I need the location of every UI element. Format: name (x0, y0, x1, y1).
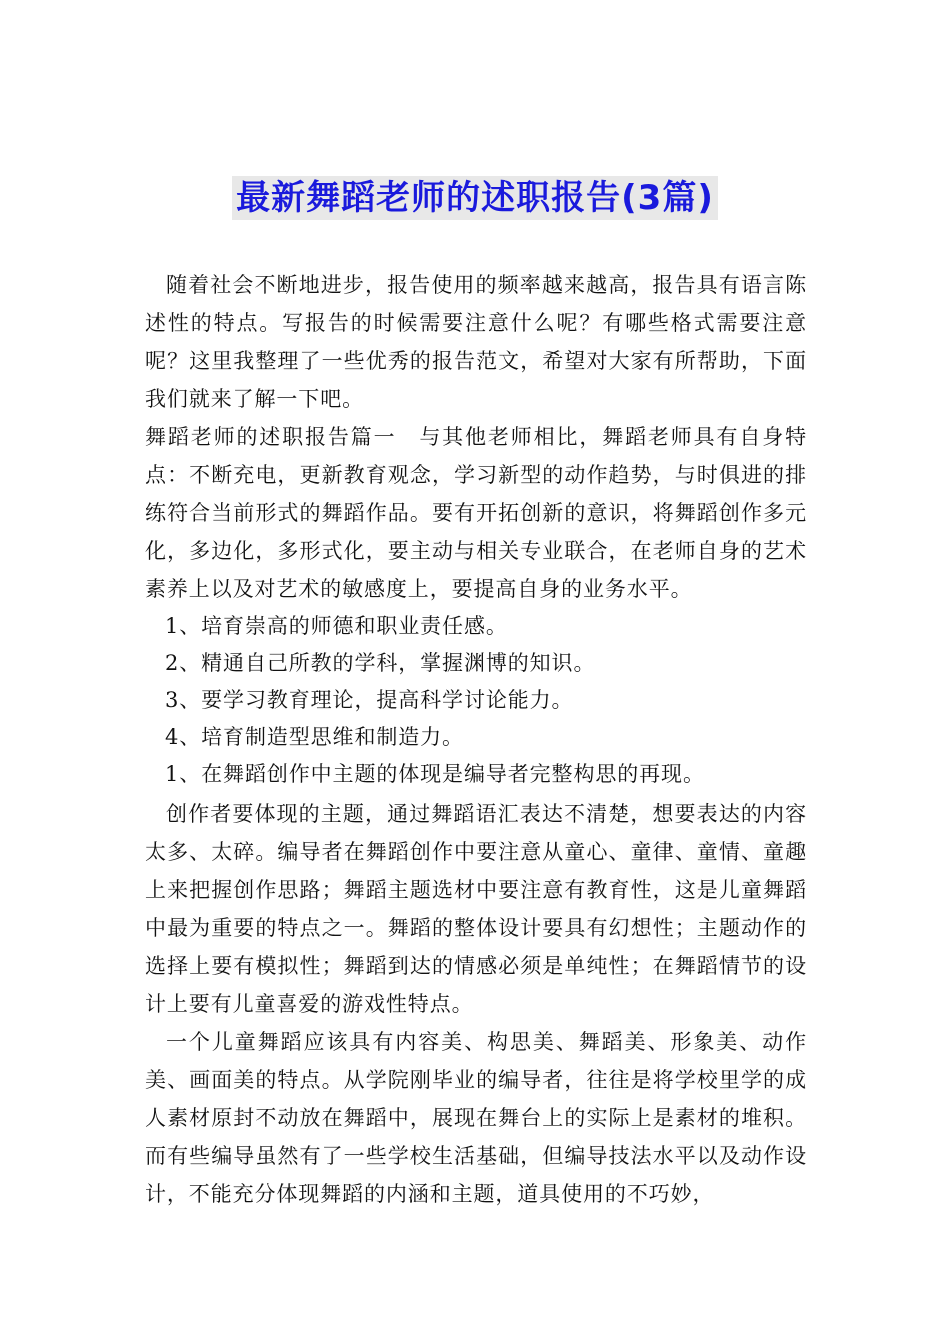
document-title: 最新舞蹈老师的述职报告(3篇) (232, 176, 718, 220)
section-one-paragraph: 舞蹈老师的述职报告篇一 与其他老师相比，舞蹈老师具有自身特点：不断充电，更新教育观念，学习新型的动作趋势，与时俱进的排练符合当前形式的舞蹈作品。要有开拓创新的意识，将舞蹈创作多元化，多边化，多形式化，要主动与相关专业联合，在老师自身的艺术素养上以及对艺术的敏感度上，要提高自身的业务水平。 (145, 425, 807, 601)
body-paragraph-2: 创作者要体现的主题，通过舞蹈语汇表达不清楚，想要表达的内容太多、太碎。编导者在舞蹈创作中要注意从童心、童律、童情、童趣上来把握创作思路；舞蹈主题选材中要注意有教育性，这是儿童舞蹈中最为重要的特点之一。舞蹈的整体设计要具有幻想性；主题动作的选择上要有模拟性；舞蹈到达的情感必须是单纯性；在舞蹈情节的设计上要有儿童喜爱的游戏性特点。 (145, 802, 807, 1016)
body-paragraph-3: 一个儿童舞蹈应该具有内容美、构思美、舞蹈美、形象美、动作美、画面美的特点。从学院刚毕业的编导者，往往是将学校里学的成人素材原封不动放在舞蹈中，展现在舞台上的实际上是素材的堆积。而有些编导虽然有了一些学校生活基础，但编导技法水平以及动作设计，不能充分体现舞蹈的内涵和主题，道具使用的不巧妙， (145, 1030, 807, 1206)
document-body (145, 266, 807, 1213)
list-item: 2、精通自己所教的学科，掌握渊博的知识。 (165, 651, 596, 675)
list-item: 1、在舞蹈创作中主题的体现是编导者完整构思的再现。 (165, 762, 705, 786)
list-item: 4、培育制造型思维和制造力。 (165, 725, 464, 749)
list-item: 3、要学习教育理论，提高科学讨论能力。 (165, 688, 574, 712)
title-container (0, 176, 950, 220)
list-item: 1、培育崇高的师德和职业责任感。 (165, 614, 508, 638)
intro-paragraph: 随着社会不断地进步，报告使用的频率越来越高，报告具有语言陈述性的特点。写报告的时候需要注意什么呢？有哪些格式需要注意呢？这里我整理了一些优秀的报告范文，希望对大家有所帮助，下面我们就来了解一下吧。 (145, 273, 807, 411)
